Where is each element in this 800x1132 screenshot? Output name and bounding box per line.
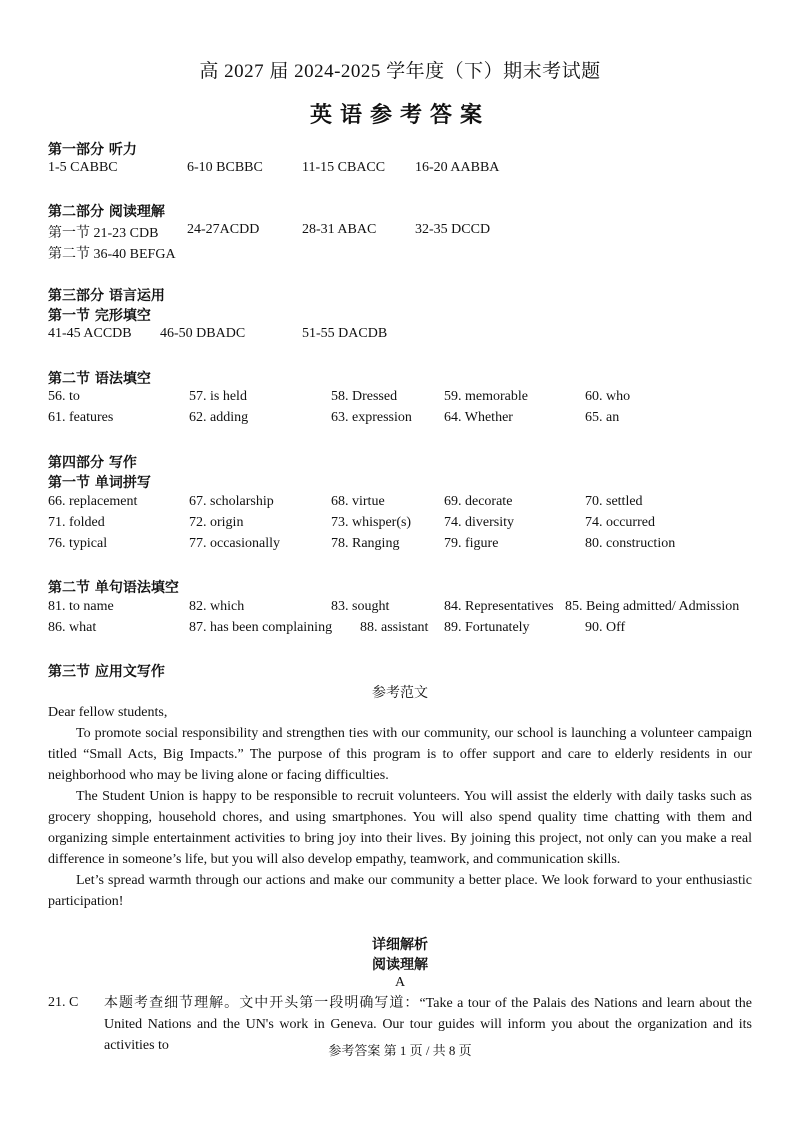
answer-group: 第二节 36-40 BEFGA [48,247,176,262]
answer-item: 81. to name [48,599,114,614]
answer-group: 11-15 CBACC [302,160,386,175]
answer-item: 87. has been complaining [189,620,333,635]
answer-item: 73. whisper(s) [331,515,412,530]
answer-item: 65. an [585,410,620,425]
answer-item: 78. Ranging [331,536,400,551]
part4-section3-heading: 第三节 应用文写作 [48,664,165,680]
answer-item: 86. what [48,620,97,635]
part4-section1-heading: 第一节 单词拼写 [48,475,151,491]
answer-item: 76. typical [48,536,108,551]
answer-item: 79. figure [444,536,499,551]
essay-paragraph: To promote social responsibility and strengthen ties with our community, our school is launching a volunteer campaign titled “Small Acts, Big Impacts.” The purpose of this program is to offer support and care to elderly residents in our neighborhood who may be living alone or facing difficulties. [48,726,752,783]
answer-item: 69. decorate [444,494,513,509]
answer-group: 6-10 BCBBC [187,160,263,175]
essay-salutation: Dear fellow students, [48,705,168,720]
answer-item: 74. diversity [444,515,514,530]
answer-item: 56. to [48,389,80,404]
answer-item: 82. which [189,599,245,614]
analysis-item-text: 本题考查细节理解。文中开头第一段明确写道：“Take a tour of the Palais des Nations and learn about the United Nations and the UN's work in Geneva. Our tour guides will inform you about the organization and its activities to [104,996,752,1053]
passage-label: A [394,975,406,990]
part4-section2-heading: 第二节 单句语法填空 [48,580,179,596]
part4-heading: 第四部分 写作 [48,455,137,471]
essay-paragraph: Let’s spread warmth through our actions and make our community a better place. We look forward to your enthusiastic participation! [48,873,752,909]
answer-group: 第一节 21-23 CDB [48,226,159,241]
part3-section2-heading: 第二节 语法填空 [48,371,151,387]
answer-item: 58. Dressed [331,389,398,404]
answer-item: 59. memorable [444,389,528,404]
answer-item: 77. occasionally [189,536,280,551]
essay-paragraph: The Student Union is happy to be responsible to recruit volunteers. You will assist the elderly with daily tasks such as grocery shopping, household chores, and using smartphones. You will also spend quality time chatting with them and organizing simple entertainment activities to bring joy into their lives. By joining this project, not only can you make a real difference in someone’s life, but you will also develop empathy, teamwork, and communication skills. [48,789,752,867]
part2-heading: 第二部分 阅读理解 [48,204,165,220]
answer-item: 90. Off [585,620,626,635]
answer-group: 51-55 DACDB [302,326,388,341]
page-footer: 参考答案 第 1 页 / 共 8 页 [328,1043,472,1058]
page-subtitle: 英语参考答案 [309,102,490,127]
answer-item: 85. Being admitted/ Admission [565,599,740,614]
answer-item: 61. features [48,410,114,425]
answer-item: 68. virtue [331,494,385,509]
answer-item: 70. settled [585,494,643,509]
answer-item: 62. adding [189,410,249,425]
answer-group: 1-5 CABBC [48,160,118,175]
answer-item: 74. occurred [585,515,655,530]
answer-item: 57. is held [189,389,247,404]
answer-group: 16-20 AABBA [415,160,500,175]
answer-item: 83. sought [331,599,390,614]
answer-item: 64. Whether [444,410,513,425]
answer-item: 72. origin [189,515,244,530]
analysis-subheading: 阅读理解 [372,957,428,973]
answer-item: 89. Fortunately [444,620,530,635]
analysis-heading: 详细解析 [372,937,428,953]
answer-item: 63. expression [331,410,412,425]
page-title: 高 2027 届 2024-2025 学年度（下）期末考试题 [199,61,601,82]
answer-item: 60. who [585,389,631,404]
answer-group: 24-27ACDD [187,222,260,237]
answer-item: 80. construction [585,536,676,551]
answer-group: 46-50 DBADC [160,326,246,341]
answer-group: 32-35 DCCD [415,222,491,237]
answer-item: 88. assistant [360,620,429,635]
part1-heading: 第一部分 听力 [48,142,137,158]
answer-group: 41-45 ACCDB [48,326,132,341]
answer-item: 67. scholarship [189,494,274,509]
analysis-item-number: 21. C [48,995,79,1010]
part3-heading: 第三部分 语言运用 [48,288,165,304]
part3-section1-heading: 第一节 完形填空 [48,308,151,324]
essay-label: 参考范文 [372,686,428,701]
answer-item: 84. Representatives [444,599,554,614]
answer-item: 71. folded [48,515,105,530]
answer-group: 28-31 ABAC [302,222,377,237]
answer-item: 66. replacement [48,494,138,509]
